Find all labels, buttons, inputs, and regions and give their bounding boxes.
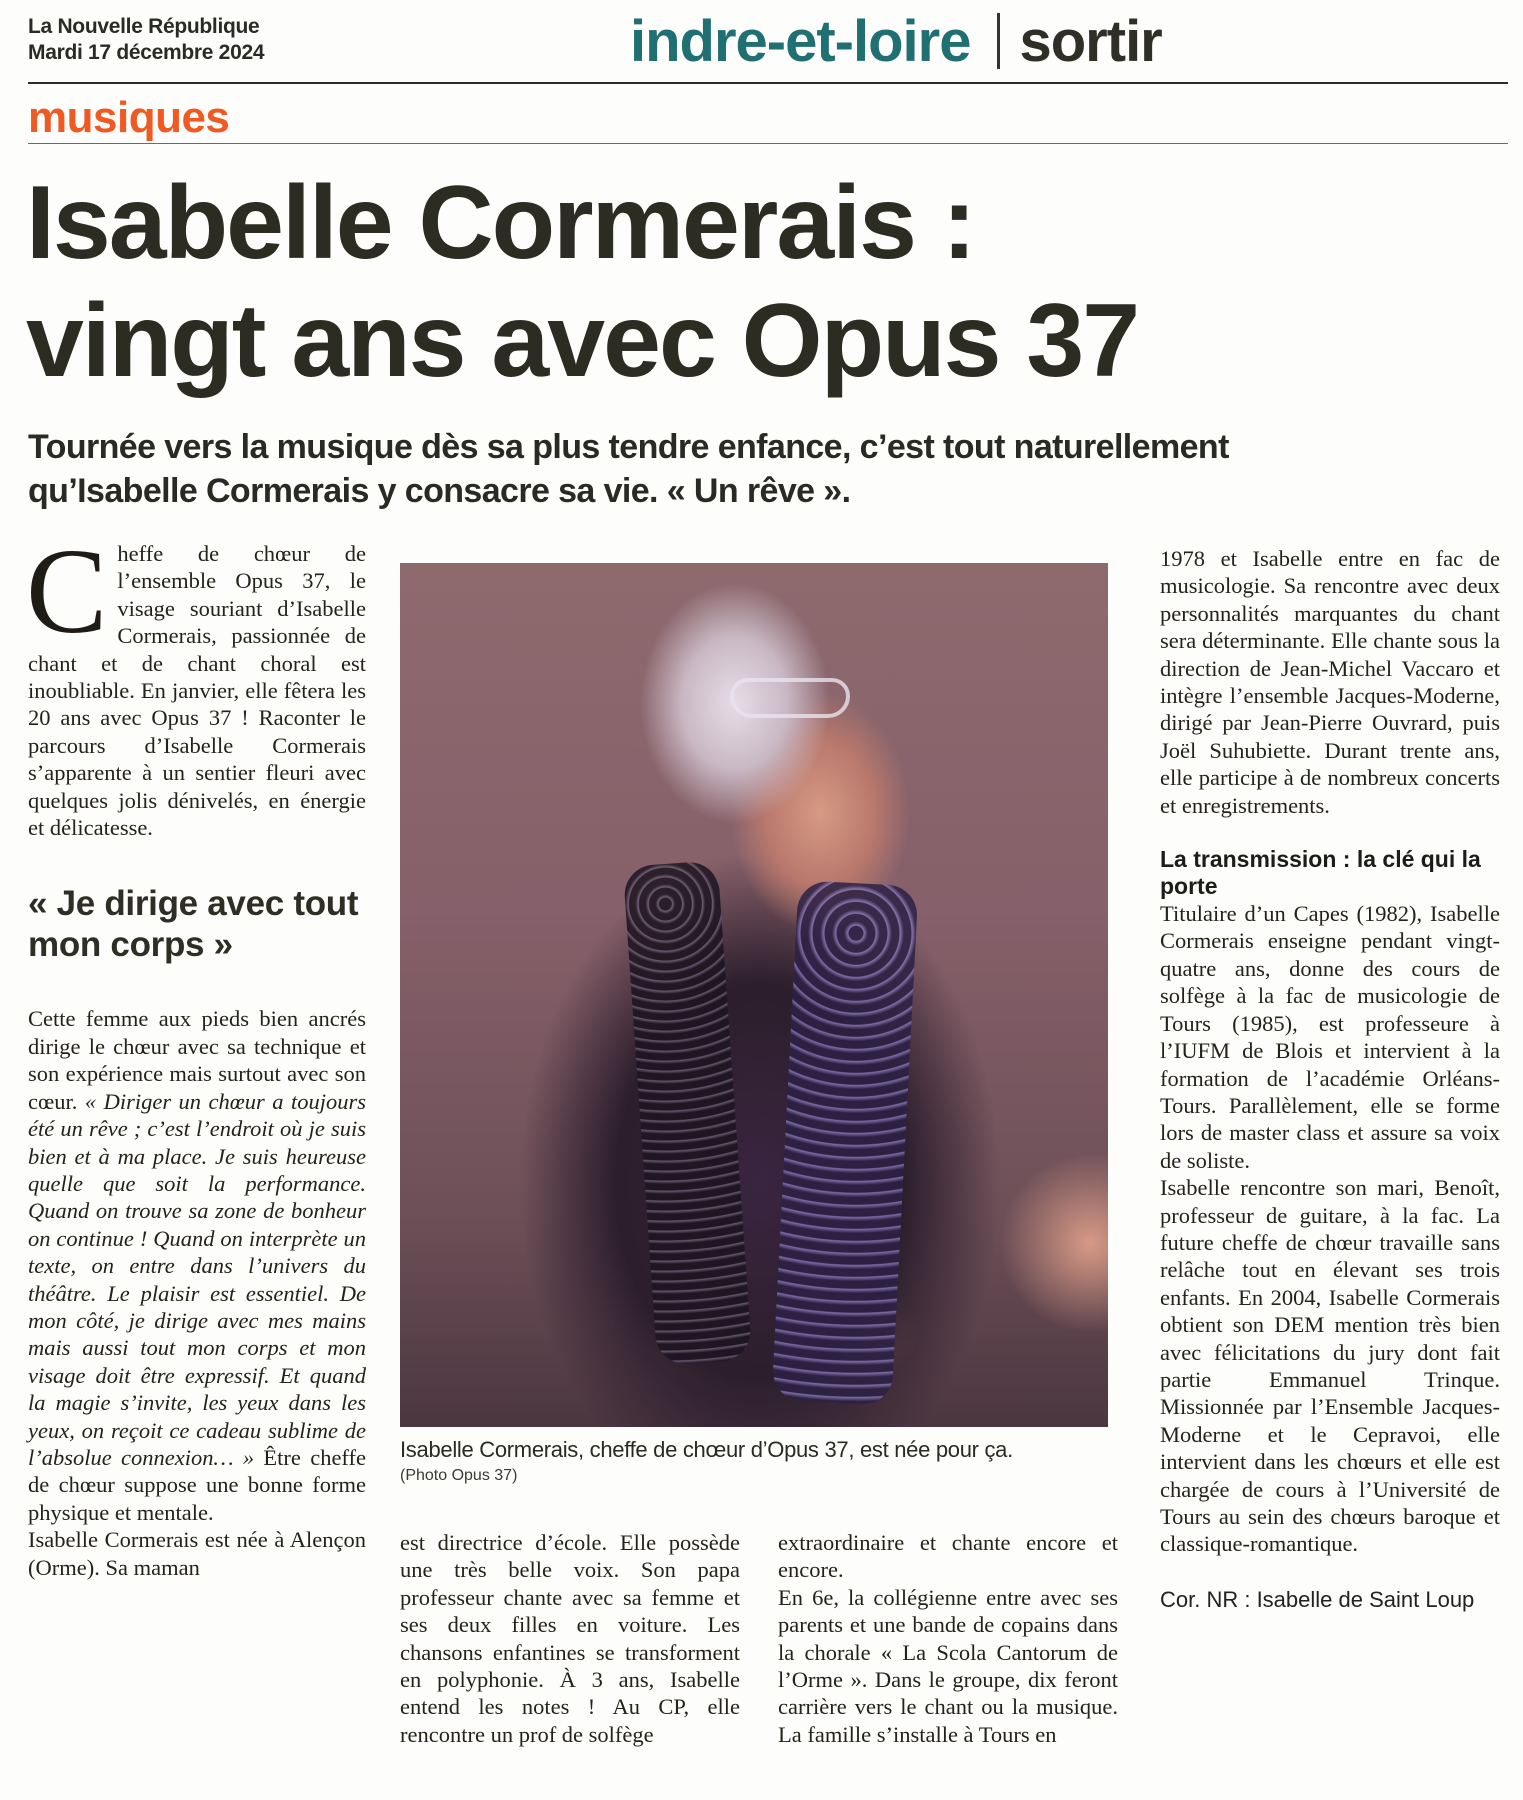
publication-name: La Nouvelle République	[28, 15, 260, 38]
standfirst-line-2: qu’Isabelle Cormerais y consacre sa vie. « Un rêve ».	[28, 472, 851, 510]
column-3	[778, 1529, 1118, 1748]
photo-glasses	[730, 678, 850, 718]
publication-date: Mardi 17 décembre 2024	[28, 41, 265, 64]
standfirst	[28, 425, 1508, 513]
photo-scarf-left	[623, 860, 753, 1365]
masthead	[28, 14, 264, 66]
column-2	[400, 1529, 740, 1748]
paragraph-childhood: est directrice d’école. Elle possède une très belle voix. Son papa professeur chante avec sa femme et ses deux filles en voiture. Les chansons enfantines se transforment en polyphonie. À 3 ans, Isabelle entend les notes ! Au CP, elle rencontre un prof de solfège	[400, 1530, 740, 1747]
intro-text: heffe de chœur de l’ensemble Opus 37, le visage souriant d’Isabelle Cormerais, passionnée de chant et de chant choral est inoubliable. En janvier, elle fêtera les 20 ans avec Opus 37 ! Raconter le parcours d’Isabelle Cormerais s’apparente à un sentier fleuri avec quelques jolis dénivelés, en énergie et délicatesse.	[28, 541, 366, 841]
section-region: indre-et-loire	[630, 9, 971, 74]
column-4	[1160, 545, 1500, 1613]
intro-paragraph	[26, 524, 366, 841]
section-divider	[997, 13, 1000, 69]
headline	[26, 164, 1138, 400]
paragraph-teaching: Titulaire d’un Capes (1982), Isabelle Cormerais enseigne pendant vingt-quatre ans, donne des cours de solfège à la fac de musicologie de Tours (1985), est professeure à l’IUFM de Blois et intervient à la formation de l’académie Orléans-Tours. Parallèlement, elle se forme lors de master class et assure sa voix de soliste.	[1160, 901, 1500, 1173]
section-header	[630, 6, 1162, 78]
headline-line-2: vingt ans avec Opus 37	[26, 283, 1139, 399]
paragraph-university: 1978 et Isabelle entre en fac de musicologie. Sa rencontre avec deux personnalités marquantes du chant sera déterminante. Elle chante sous la direction de Jean-Michel Vaccaro et intègre l’ensemble Jacques-Moderne, dirigé par Jean-Pierre Ouvrard, puis Joël Suhubiette. Durant trente ans, elle participe à de nombreux concerts et enregistrements.	[1160, 546, 1500, 818]
pull-quote: « Je dirige avec tout mon corps »	[28, 884, 359, 965]
subheading-transmission: La transmission : la clé qui la porte	[1160, 846, 1481, 900]
article-photo	[400, 563, 1108, 1427]
column-1	[26, 524, 366, 1581]
byline: Cor. NR : Isabelle de Saint Loup	[1160, 1586, 1475, 1612]
photo-scarf-right	[771, 880, 918, 1406]
standfirst-line-1: Tournée vers la musique dès sa plus tendre enfance, c’est tout naturellement	[28, 428, 1229, 466]
interview-quote: « Diriger un chœur a toujours été un rêve ; c’est l’endroit où je suis bien et à ma place. Je suis heureuse quelle que soit la performance. Quand on trouve sa zone de bonheur on continue ! Quand on interprète un texte, on entre dans l’univers du théâtre. Le plaisir est essentiel. De mon côté, je dirige avec mes mains mais aussi tout mon corps et mon visage doit être expressif. Et quand la magie s’invite, les yeux dans les yeux, on reçoit ce cadeau sublime de l’absolue connexion… »	[28, 1088, 366, 1470]
paragraph-childhood-end: extraordinaire et chante encore et encore.	[778, 1530, 1118, 1583]
photo-caption: Isabelle Cormerais, cheffe de chœur d’Opus 37, est née pour ça.	[400, 1437, 1013, 1462]
paragraph-college: En 6e, la collégienne entre avec ses parents et une bande de copains dans la chorale « La Scola Cantorum de l’Orme ». Dans le groupe, dix feront carrière vers le chant ou la musique. La famille s’installe à Tours en	[778, 1584, 1118, 1747]
paragraph-birth: Isabelle Cormerais est née à Alençon (Orme). Sa maman	[28, 1527, 366, 1580]
section-category: sortir	[1019, 9, 1162, 74]
kicker: musiques	[28, 93, 230, 142]
paragraph-quote	[28, 1005, 366, 1526]
paragraph-tail: Être cheffe de chœur suppose une bonne forme physique et mentale.	[28, 1444, 366, 1525]
paragraph-lead: Cette femme aux pieds bien ancrés dirige le chœur avec sa technique et son expérience mais surtout avec son cœur.	[28, 1006, 366, 1114]
kicker-rule	[28, 143, 1508, 144]
headline-line-1: Isabelle Cormerais :	[26, 165, 975, 281]
drop-cap: C	[26, 524, 108, 659]
photo-credit: (Photo Opus 37)	[400, 1467, 518, 1484]
paragraph-family: Isabelle rencontre son mari, Benoît, professeur de guitare, à la fac. La future cheffe de chœur travaille sans relâche tout en élevant ses trois enfants. En 2004, Isabelle Cormerais obtient son DEM mention très bien avec félicitations du jury dont fait partie Emmanuel Trinque. Missionnée par l’Ensemble Jacques-Moderne et le Cepravoi, elle intervient dans les chœurs et elle est chargée de cours à l’Université de Tours au sein des chœurs baroque et classique-romantique.	[1160, 1175, 1500, 1557]
header-rule	[28, 82, 1508, 84]
